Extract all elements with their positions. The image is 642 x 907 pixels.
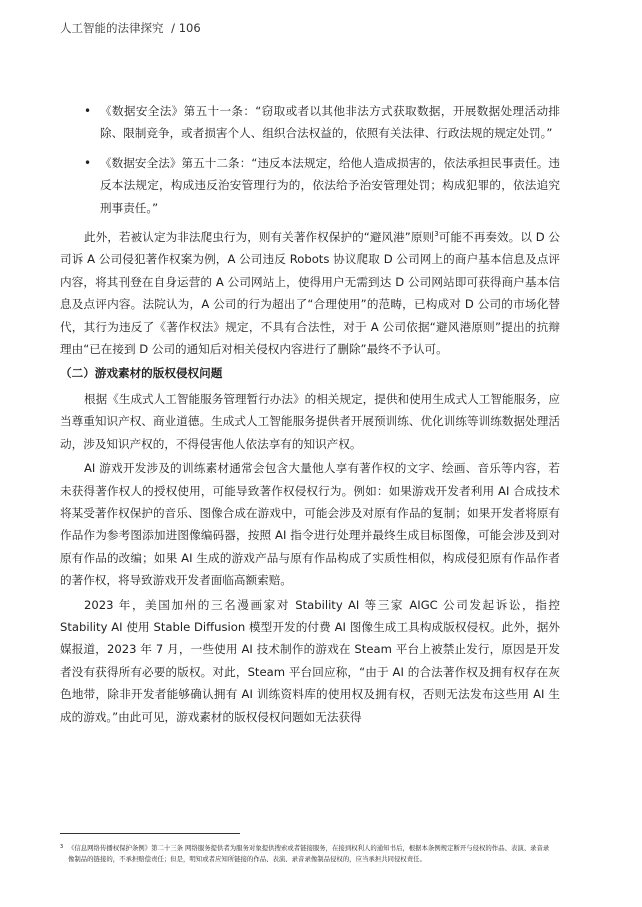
- paragraph-text: 此外，若被认定为非法爬虫行为，则有关著作权保护的“避风港”原则: [84, 230, 435, 245]
- bullet-text: 《数据安全法》第五十二条：“违反本法规定，给他人造成损害的，依法承担民事责任。违反本法规定，构成违反治安管理行为的，依法给予治安管理处罚；构成犯罪的，依法追究刑事责任。”: [100, 155, 560, 215]
- bullet-item: [60, 152, 560, 219]
- page-number: 106: [178, 21, 201, 35]
- paragraph-text: 可能不再奏效。以 D 公司诉 A 公司侵犯著作权案为例，A 公司违反 Robots 协议爬取 D 公司网上的商户基本信息及点评内容，将其刊登在自身运营的 A 公司网站上，使得用户无需到达 D 公司网站即可获得商户基本信息及点评内容。法院认为，A 公司的行为超出了“合理使用”的范畴，已构成对 D 公司的市场化替代，其行为违反了《著作权法》规定，不具有合法性，对于 A 公司依据“避风港原则”提出的抗辩理由“已在接到 D 公司的通知后对相关侵权内容进行了删除”最终不予认可。: [60, 230, 560, 357]
- bullet-marker: •: [84, 155, 92, 170]
- footnote-number: 3: [60, 844, 64, 850]
- paragraph: AI 游戏开发涉及的训练素材通常会包含大量他人享有著作权的文字、绘画、音乐等内容，若未获得著作权人的授权使用，可能导致著作权侵权行为。例如：如果游戏开发者利用 AI 合成技术将某受著作权保护的音乐、图像合成在游戏中，可能会涉及对原有作品的复制；如果开发者将原有作品作为参考图添加进图像编码器，按照 AI 指令进行处理并最终生成目标图像，可能会涉及到对原有作品的改编；如果 AI 生成的游戏产品与原有作品构成了实质性相似，构成侵犯原有作品作者的著作权，将导致游戏开发者面临高额索赔。: [60, 461, 560, 588]
- book-title: 人工智能的法律探究: [60, 21, 164, 35]
- paragraph: 2023 年，美国加州的三名漫画家对 Stability AI 等三家 AIGC 公司发起诉讼，指控 Stability AI 使用 Stable Diffusion 模型开发的付费 AI 图像生成工具构成版权侵权。此外，据外媒报道，2023 年 7 月，一些使用 AI 技术制作的游戏在 Steam 平台上被禁止发行，原因是开发者没有获得所有必要的版权。对此，Steam 平台回应称，“由于 AI 的合法著作权及拥有权存在灰色地带，除非开发者能够确认拥有 AI 训练资料库的使用权及拥有权，否则无法发布这些用 AI 生成的游戏。”由此可见，游戏素材的版权侵权问题如无法获得: [60, 597, 560, 724]
- header-separator: /: [171, 21, 176, 35]
- footnote-ref[interactable]: 3: [434, 230, 439, 239]
- running-header: [60, 20, 201, 36]
- bullet-text: 《数据安全法》第五十一条：“窃取或者以其他非法方式获取数据，开展数据处理活动排除、限制竞争，或者损害个人、组织合法权益的，依照有关法律、行政法规的规定处罚。”: [100, 104, 560, 141]
- section-heading: （二）游戏素材的版权侵权问题: [60, 366, 223, 381]
- footnote-divider: [60, 833, 240, 834]
- paragraph: [60, 226, 560, 360]
- bullet-item: [60, 100, 560, 145]
- footnote-text: 《信息网络传播权保护条例》第二十三条 网络服务提供者为服务对象提供搜索或者链接服务，在接到权利人的通知书后，根据本条例规定断开与侵权的作品、表演、录音录像制品的链接的，不承担赔偿责任；但是，明知或者应知所链接的作品、表演、录音录像制品侵权的，应当承担共同侵权责任。: [68, 844, 550, 863]
- bullet-marker: •: [84, 104, 92, 118]
- footnote: [60, 843, 555, 864]
- page-body: [60, 100, 560, 730]
- paragraph: 根据《生成式人工智能服务管理暂行办法》的相关规定，提供和使用生成式人工智能服务，应当尊重知识产权、商业道德。生成式人工智能服务提供者开展预训练、优化训练等训练数据处理活动，涉及知识产权的，不得侵害他人依法享有的知识产权。: [60, 391, 560, 451]
